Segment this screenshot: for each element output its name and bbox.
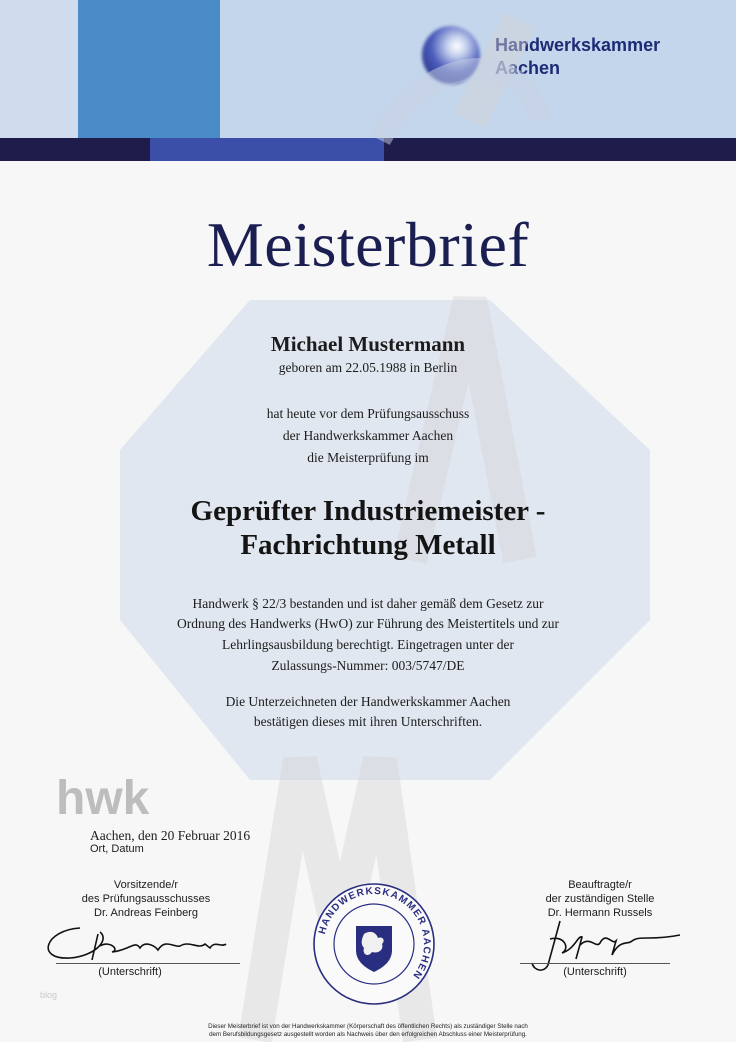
chamber-name: Handwerkskammer Aachen bbox=[495, 35, 661, 78]
body-line: Ordnung des Handwerks (HwO) zur Führung des Meistertitels und zur bbox=[176, 616, 560, 631]
place-date: Aachen, den 20 Februar 2016 bbox=[90, 828, 251, 843]
closing-line: Die Unterzeichneten der Handwerkskammer Aachen bbox=[225, 694, 511, 709]
left-signature-label: (Unterschrift) bbox=[98, 966, 162, 978]
left-signatory: Vorsitzende/r des Prüfungsausschusses Dr. Andreas Feinberg bbox=[81, 879, 211, 919]
footer-note: Dieser Meisterbrief ist von der Handwerkskammer (Körperschaft des öffentlichen Rechts) als zuständiger Stelle nach dem Berufsbildungsgesetz ausgestellt worden als Nachweis über den erfolgreichen Abschluss einer Meisterprüfung. bbox=[208, 1023, 528, 1038]
left-signature bbox=[40, 920, 240, 968]
corner-mark: blog bbox=[40, 990, 58, 1000]
right-signature-line bbox=[520, 963, 670, 964]
svg-text:HANDWERKSKAMMER AACHEN: HANDWERKSKAMMER AACHEN bbox=[316, 885, 433, 982]
place-date-label: Ort, Datum bbox=[90, 843, 144, 855]
profession-title: Geprüfter Industriemeister - Fachrichtung Metall bbox=[190, 495, 546, 561]
closing-line: bestätigen dieses mit ihren Unterschriften. bbox=[253, 714, 483, 729]
body-line: Lehrlingsausbildung berechtigt. Eingetragen unter der bbox=[221, 637, 515, 652]
birth-line: geboren am 22.05.1988 in Berlin bbox=[278, 360, 458, 375]
svg-text:hwk: hwk bbox=[56, 772, 150, 824]
intro-line: der Handwerkskammer Aachen bbox=[282, 428, 454, 443]
document-title: Meisterbrief bbox=[206, 209, 530, 280]
right-signatory: Beauftragte/r der zuständigen Stelle Dr. Hermann Russels bbox=[545, 879, 655, 919]
body-line: Zulassungs-Nummer: 003/5747/DE bbox=[271, 658, 465, 673]
left-signature-line bbox=[56, 963, 240, 964]
chamber-seal bbox=[312, 882, 436, 1006]
right-signature-label: (Unterschrift) bbox=[563, 966, 627, 978]
intro-line: hat heute vor dem Prüfungsausschuss bbox=[266, 406, 470, 421]
holder-name: Michael Mustermann bbox=[270, 332, 466, 356]
intro-line: die Meisterprüfung im bbox=[307, 450, 429, 465]
hwk-logo bbox=[56, 762, 156, 824]
body-line: Handwerk § 22/3 bestanden und ist daher gemäß dem Gesetz zur bbox=[192, 596, 544, 611]
